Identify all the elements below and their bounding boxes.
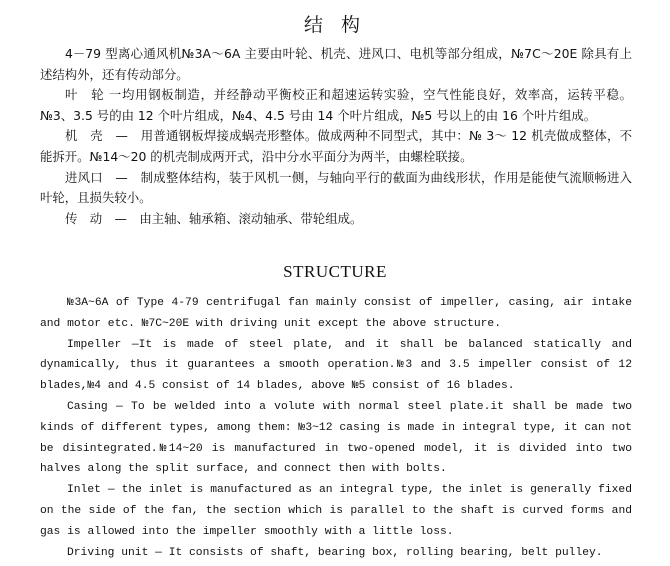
chinese-impeller-paragraph: 叶 轮 一均用钢板制造，并经静动平衡校正和超速运转实验，空气性能良好，效率高，运转平稳。№3、3.5 号的由 12 个叶片组成，№4、4.5 号由 14 个叶片组成，№5 号以上的由 16 个叶片组成。 [40, 87, 632, 123]
chinese-casing-paragraph: 机 壳 — 用普通钢板焊接成蜗壳形整体。做成两种不同型式，其中：№ 3～ 12 机壳做成整体，不能拆开。№14～20 的机壳制成两开式，沿中分水平面分为两半，由螺栓联接。 [40, 128, 632, 164]
english-impeller-paragraph: Impeller —It is made of steel plate, and it shall be balanced statically and dynamically, thus it guarantees a smooth operation.№3 and 3.5 impeller consist of 12 blades,№4 and 4.5 consist of 14 blades, above №5 consist of 16 blades. [40, 338, 632, 393]
english-driving-paragraph: Driving unit — It consists of shaft, bearing box, rolling bearing, belt pulley. [67, 546, 603, 559]
english-text-block [40, 293, 632, 563]
chinese-title: 结 构 [303, 14, 367, 36]
english-casing-paragraph: Casing — To be welded into a volute with normal steel plate.it shall be made two kinds of different types, among them: №3~12 casing is made in integral type, it can not be disintegrated.№14~20 is manufactured in two-opened model, it is divided into two halves along the split surface, and connect then with bolts. [40, 400, 632, 476]
english-intro-paragraph: №3A~6A of Type 4-79 centrifugal fan mainly consist of impeller, casing, air intake and motor etc. №7C~20E with driving unit except the above structure. [40, 297, 632, 330]
chinese-inlet-paragraph: 进风口 — 制成整体结构，装于风机一侧，与轴向平行的截面为曲线形状，作用是能使气流顺畅进入叶轮，且损失较小。 [40, 169, 632, 206]
english-title: STRUCTURE [283, 262, 387, 281]
chinese-intro-paragraph: 4－79 型离心通风机№3A～6A 主要由叶轮、机壳、进风口、电机等部分组成，№7C～20E 除具有上述结构外，还有传动部分。 [40, 46, 632, 82]
english-inlet-paragraph: Inlet — the inlet is manufactured as an integral type, the inlet is generally fixed on the side of the fan, the section which is parallel to the shaft is curved forms and gas is allowed into the impeller smoothly with a little loss. [40, 484, 632, 538]
chinese-driving-paragraph: 传 动 — 由主轴、轴承箱、滚动轴承、带轮组成。 [65, 210, 363, 226]
chinese-text-block [40, 44, 632, 229]
